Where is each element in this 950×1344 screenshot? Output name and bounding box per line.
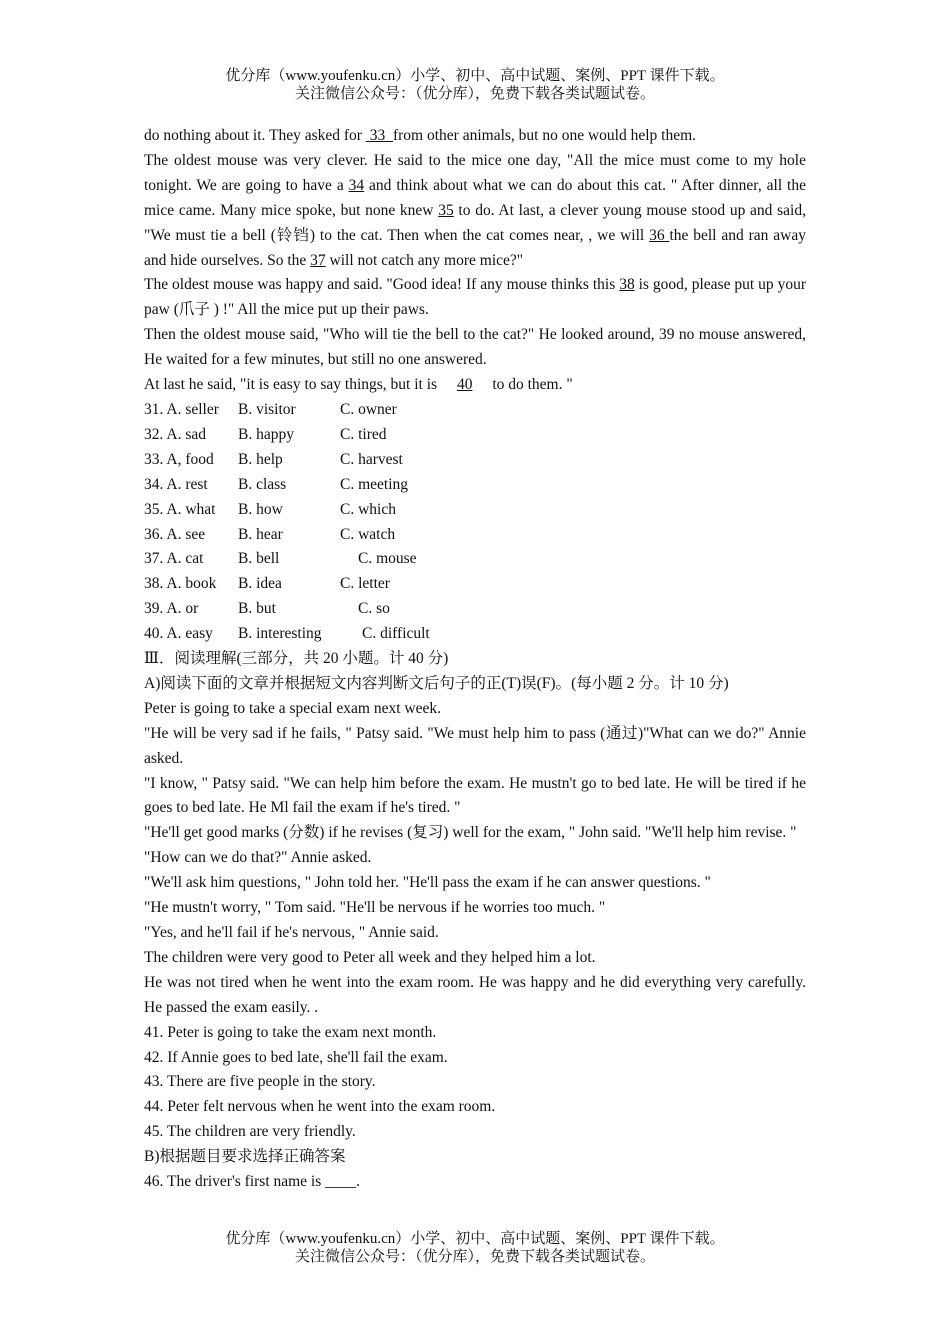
page-header — [0, 67, 950, 103]
story-paragraph: The children were very good to Peter all week and they helped him a lot. — [144, 948, 596, 966]
story-paragraph: "He'll get good marks (分数) if he revises (复习) well for the exam, " John said. "We'll help him revise. " — [144, 824, 797, 842]
header-line-1: 优分库（www.youfenku.cn）小学、初中、高中试题、案例、PPT 课件下载。 — [225, 68, 725, 84]
option-row: 38. A. book B. idea C. letter — [144, 575, 390, 593]
text-run: will not catch any more mice?" — [325, 251, 524, 269]
story-paragraph: "Yes, and he'll fail if he's nervous, " Annie said. — [144, 924, 439, 941]
option-row: 35. A. what B. how C. which — [144, 500, 396, 518]
story-paragraph: "He will be very sad if he fails, " Patsy said. "We must help him to pass (通过)"What can we do?" Annie asked. — [144, 724, 806, 767]
text-run: to do. At last, a clever young mouse stood up and said, "We must tie a bell (铃铛) to the cat. Then when the cat comes near, , we will — [144, 201, 806, 244]
option-row: 32. A. sad B. happy C. tired — [144, 425, 387, 443]
question-41: 41. Peter is going to take the exam next month. — [144, 1023, 437, 1041]
cloze-paragraph — [144, 273, 806, 323]
question-46: 46. The driver's first name is ____. — [144, 1173, 361, 1191]
page-footer — [0, 1230, 950, 1266]
option-row: 36. A. see B. hear C. watch — [144, 525, 396, 543]
story-paragraph: "I know, " Patsy said. "We can help him before the exam. He mustn't go to bed late. He will be tired if he goes to bed late. He Ml fail the exam if he's tired. " — [144, 774, 806, 817]
blank-35: 35 — [438, 201, 454, 219]
text-run: from other animals, but no one would help them. — [392, 127, 697, 144]
text-run: do nothing about it. They asked for — [144, 127, 366, 144]
option-row: 33. A, food B. help C. harvest — [144, 450, 403, 468]
story-paragraph: "How can we do that?" Annie asked. — [144, 849, 372, 867]
story-paragraph: "He mustn't worry, " Tom said. "He'll be nervous if he worries too much. " — [144, 899, 606, 917]
question-44: 44. Peter felt nervous when he went into the exam room. — [144, 1098, 496, 1116]
section-title: Ⅲ．阅读理解(三部分，共 20 小题。计 40 分) — [144, 650, 449, 668]
question-45: 45. The children are very friendly. — [144, 1123, 356, 1141]
blank-34: 34 — [348, 176, 365, 194]
blank-40: 40 — [456, 376, 473, 394]
page-content — [144, 124, 806, 1195]
option-row: 40. A. easy B. interesting C. difficult — [144, 625, 430, 643]
option-row: 34. A. rest B. class C. meeting — [144, 475, 409, 493]
text-run: At last he said, "it is easy to say things, but it is — [144, 376, 441, 394]
text-run: to do them. " — [488, 376, 573, 394]
text-run: The oldest mouse was happy and said. "Good idea! If any mouse thinks this — [144, 276, 620, 294]
text-run: and think about what we can do about this cat. " After dinner, all the mice came. Many mice spoke, but none knew — [144, 176, 806, 219]
blank-36: 36 — [649, 226, 670, 244]
text-run: the bell and ran away and hide ourselves. So the — [144, 226, 806, 269]
blank-38: 38 — [619, 276, 635, 294]
footer-line-1: 优分库（www.youfenku.cn）小学、初中、高中试题、案例、PPT 课件下载。 — [225, 1231, 725, 1247]
text-run: The oldest mouse was very clever. He said to the mice one day, "All the mice must come to my hole tonight. We are going to have a — [144, 151, 806, 194]
blank-37: 37 — [310, 251, 326, 269]
text-run: is good, please put up your paw (爪子 ) !" All the mice put up their paws. — [144, 276, 806, 319]
cloze-paragraph: Then the oldest mouse said, "Who will tie the bell to the cat?" He looked around, 39 no mouse answered, He waited for a few minutes, but still no one answered. — [144, 326, 806, 369]
part-a-instructions: A)阅读下面的文章并根据短文内容判断文后句子的正(T)误(F)。(每小题 2 分。计 10 分) — [144, 674, 729, 692]
story-paragraph: He was not tired when he went into the exam room. He was happy and he did everything very carefully. He passed the exam easily. . — [144, 973, 806, 1016]
cloze-paragraph — [144, 124, 806, 149]
cloze-paragraph — [144, 373, 806, 398]
part-b-instructions: B)根据题目要求选择正确答案 — [144, 1148, 346, 1166]
question-42: 42. If Annie goes to bed late, she'll fail the exam. — [144, 1048, 448, 1066]
footer-line-2: 关注微信公众号：（优分库），免费下载各类试题试卷。 — [294, 1249, 655, 1265]
option-row: 39. A. or B. but C. so — [144, 600, 390, 618]
cloze-paragraph — [144, 149, 806, 274]
story-paragraph: "We'll ask him questions, " John told her. "He'll pass the exam if he can answer questions. " — [144, 874, 711, 892]
option-row: 31. A. seller B. visitor C. owner — [144, 400, 397, 418]
option-row: 37. A. cat B. bell C. mouse — [144, 550, 417, 568]
story-paragraph: Peter is going to take a special exam next week. — [144, 699, 441, 717]
question-43: 43. There are five people in the story. — [144, 1073, 376, 1091]
header-line-2: 关注微信公众号：（优分库），免费下载各类试题试卷。 — [294, 86, 655, 102]
blank-33: 33 — [369, 127, 386, 144]
